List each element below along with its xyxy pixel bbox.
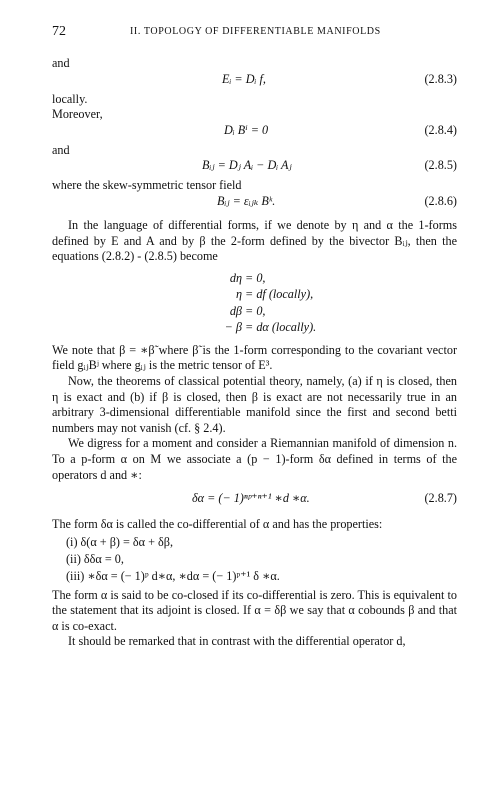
system-line: [212, 320, 457, 337]
equation-2-8-7: [52, 491, 457, 511]
property-item: (i) δ(α + β) = δα + δβ,: [66, 534, 174, 549]
paragraph: In the language of differential forms, if we denote by η and α the 1-forms defined by E and A and by β the 2-form defined by the bivector Bᵢⱼ, then the equations (2.8.2) - (2.8.5) become: [52, 217, 457, 264]
paragraph: We note that β = ∗β̃ where β̃ is the 1-form corresponding to the covariant vector field gᵢⱼBʲ where gᵢⱼ is the metric tensor of E³.: [52, 342, 457, 373]
page-body: [52, 56, 457, 650]
system-rhs: = 0,: [245, 270, 266, 285]
equation-expr: Bᵢⱼ = εᵢⱼₖ Bᵏ.: [217, 193, 276, 208]
equation-expr: Bᵢⱼ = Dⱼ Aᵢ − Dᵢ Aⱼ: [202, 158, 292, 173]
paragraph: We digress for a moment and consider a Riemannian manifold of dimension n. To a p-form α on M we associate a (p − 1)-form δα defined in terms of the operators d and ∗:: [52, 436, 457, 482]
property-list: [66, 535, 457, 586]
page-number: 72: [52, 24, 66, 39]
equation-number: (2.8.3): [424, 71, 457, 86]
equation-2-8-6: [52, 194, 457, 214]
equation-system: [52, 271, 457, 337]
paragraph: The form α is said to be co-closed if its co-differential is zero. This is equivalent to the statement that its adjoint is closed. If α = δβ we say that α cobounds β and that α is co-exact.: [52, 587, 457, 633]
equation-number: (2.8.5): [424, 158, 457, 173]
paragraph: It should be remarked that in contrast with the differential operator d,: [68, 634, 406, 649]
system-line: [212, 304, 457, 321]
equation-2-8-3: [52, 72, 457, 92]
property-item: (ii) δδα = 0,: [66, 551, 124, 566]
equation-2-8-4: [52, 123, 457, 143]
equation-expr: Eᵢ = Dᵢ f,: [222, 71, 266, 86]
equation-expr: δα = (− 1)ⁿᵖ⁺ⁿ⁺¹ ∗d ∗α.: [192, 491, 310, 506]
text-line: and: [52, 142, 70, 157]
text-line: and: [52, 56, 70, 70]
equation-expr: Dᵢ Bⁱ = 0: [224, 122, 269, 137]
equation-2-8-5: [52, 158, 457, 178]
text-line: Moreover,: [52, 107, 103, 122]
equation-number: (2.8.6): [424, 193, 457, 208]
equation-number: (2.8.7): [424, 491, 457, 506]
system-lhs: dβ: [229, 303, 242, 318]
paragraph: Now, the theorems of classical potential theory, namely, (a) if η is closed, then η is exact and (b) if β is closed, then β is exact are not necessarily true in an arbitrary 3-dimensional differentiable manifold since the first and second betti numbers may not vanish (cf. § 2.4).: [52, 373, 457, 435]
system-rhs: = 0,: [245, 303, 266, 318]
system-line: [212, 271, 457, 288]
running-header: [52, 24, 460, 40]
system-rhs: = df (locally),: [245, 287, 314, 302]
system-rhs: = dα (locally).: [245, 320, 317, 335]
system-lhs: dη: [229, 270, 242, 285]
text-line: where the skew-symmetric tensor field: [52, 178, 242, 193]
equation-number: (2.8.4): [424, 122, 457, 137]
paragraph: The form δα is called the co-differential of α and has the properties:: [52, 517, 383, 532]
text-line: locally.: [52, 91, 88, 106]
system-line: [212, 287, 457, 304]
system-lhs: η: [235, 287, 242, 302]
property-item: (iii) ∗δα = (− 1)ᵖ d∗α, ∗dα = (− 1)ᵖ⁺¹ δ ∗α.: [66, 568, 280, 583]
chapter-title: II. TOPOLOGY OF DIFFERENTIABLE MANIFOLDS: [130, 26, 381, 37]
system-lhs: − β: [224, 320, 242, 335]
